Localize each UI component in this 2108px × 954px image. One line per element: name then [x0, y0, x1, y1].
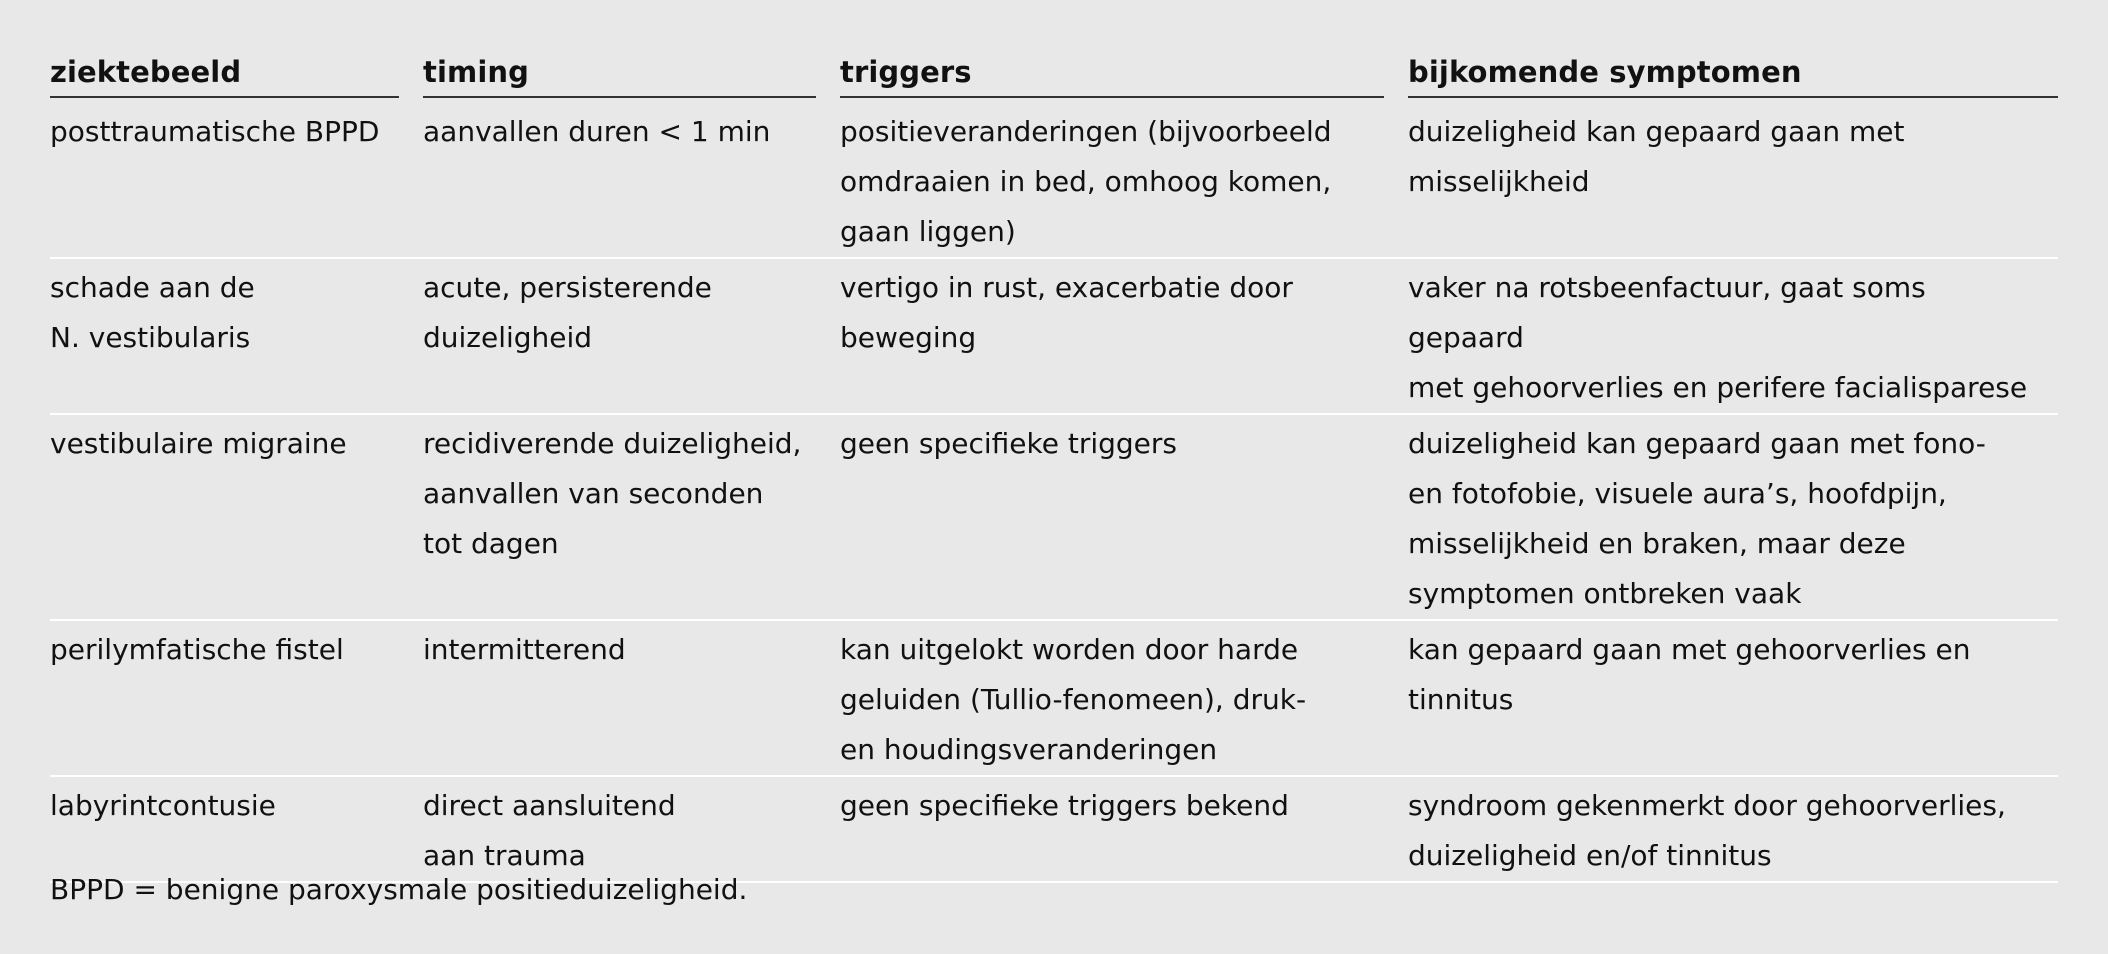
- cell-timing: recidiverende duizeligheid, aanvallen van seconden tot dagen: [423, 415, 840, 621]
- cell-ziektebeeld: posttraumatische BPPD: [50, 103, 423, 259]
- table-row: [50, 621, 2058, 777]
- cell-timing: direct aansluitend aan trauma: [423, 777, 840, 883]
- cell-symptomen: kan gepaard gaan met gehoorverlies en tinnitus: [1408, 621, 2058, 777]
- cell-symptomen: duizeligheid kan gepaard gaan met fono- en fotofobie, visuele aura’s, hoofdpijn, misselijkheid en braken, maar deze symptomen ontbreken vaak: [1408, 415, 2058, 621]
- cell-triggers: geen specifieke triggers: [840, 415, 1408, 621]
- cell-timing: acute, persisterende duizeligheid: [423, 259, 840, 415]
- header-triggers: triggers: [840, 52, 1408, 103]
- differential-diagnosis-table: [50, 52, 2058, 883]
- cell-triggers: vertigo in rust, exacerbatie door beweging: [840, 259, 1408, 415]
- cell-ziektebeeld: schade aan de N. vestibularis: [50, 259, 423, 415]
- cell-ziektebeeld: vestibulaire migraine: [50, 415, 423, 621]
- cell-triggers: positieveranderingen (bijvoorbeeld omdraaien in bed, omhoog komen, gaan liggen): [840, 103, 1408, 259]
- header-bijkomende-symptomen: bijkomende symptomen: [1408, 52, 2058, 103]
- cell-symptomen: vaker na rotsbeenfactuur, gaat soms gepaard met gehoorverlies en perifere facialisparese: [1408, 259, 2058, 415]
- table-container: [50, 52, 2058, 883]
- table-row: [50, 103, 2058, 259]
- cell-ziektebeeld: perilymfatische fistel: [50, 621, 423, 777]
- cell-ziektebeeld: labyrintcontusie: [50, 777, 423, 883]
- table-header-row: [50, 52, 2058, 103]
- table-row: [50, 777, 2058, 883]
- cell-timing: aanvallen duren < 1 min: [423, 103, 840, 259]
- header-ziektebeeld: ziektebeeld: [50, 52, 423, 103]
- cell-symptomen: duizeligheid kan gepaard gaan met misselijkheid: [1408, 103, 2058, 259]
- cell-triggers: kan uitgelokt worden door harde geluiden (Tullio-fenomeen), druk- en houdingsveranderingen: [840, 621, 1408, 777]
- cell-timing: intermitterend: [423, 621, 840, 777]
- cell-triggers: geen specifieke triggers bekend: [840, 777, 1408, 883]
- footnote: BPPD = benigne paroxysmale positieduizeligheid.: [50, 873, 748, 906]
- header-timing: timing: [423, 52, 840, 103]
- table-row: [50, 415, 2058, 621]
- table-row: [50, 259, 2058, 415]
- cell-symptomen: syndroom gekenmerkt door gehoorverlies, duizeligheid en/of tinnitus: [1408, 777, 2058, 883]
